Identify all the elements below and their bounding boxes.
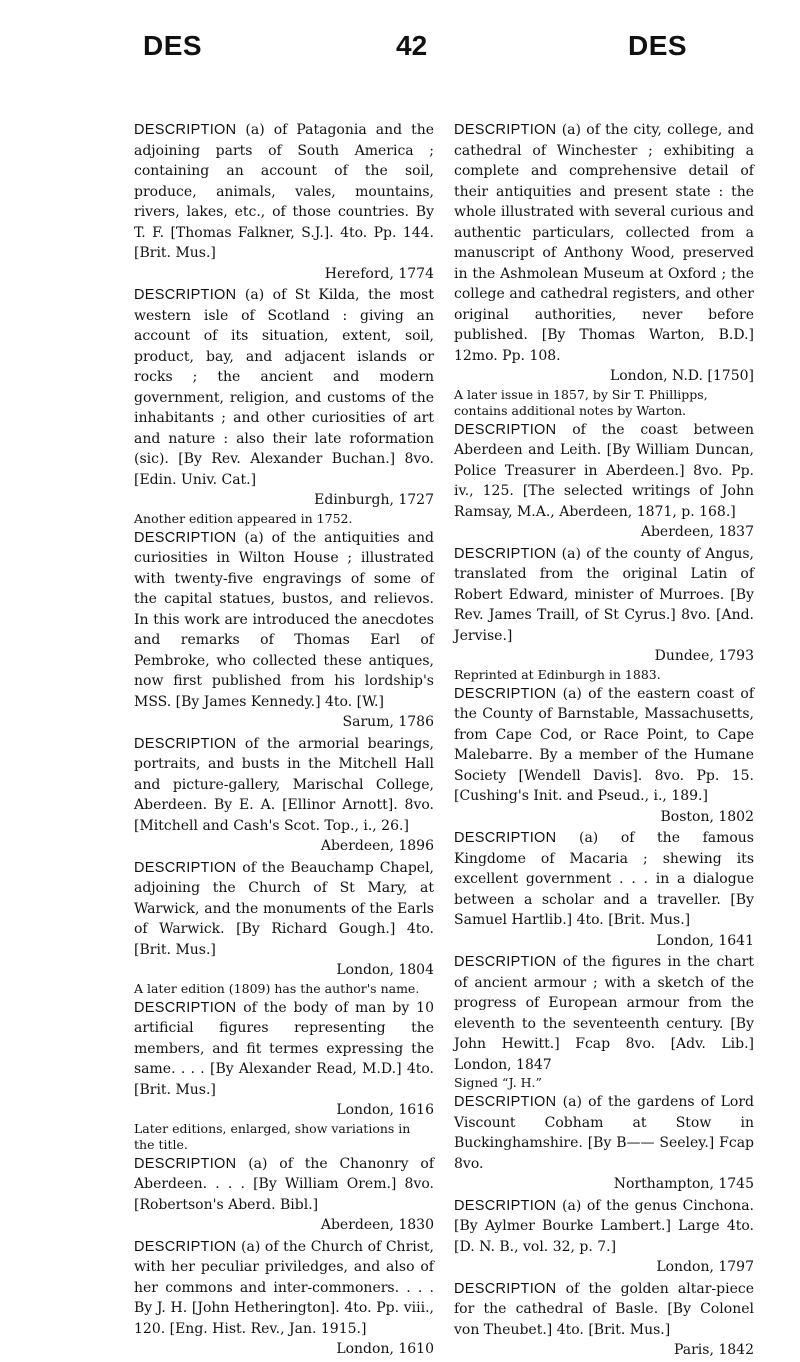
entry-imprint: Hereford, 1774: [324, 265, 434, 282]
entry-heading: DESCRIPTION: [134, 529, 237, 546]
entry-heading: DESCRIPTION: [134, 287, 237, 303]
entry-text: (a) of the county of Angus, translated from the original Latin of Robert Edward, minister of Murroes. [By Rev. James Traill, of St Cyrus.] 8vo. [And. Jervise.]: [454, 545, 754, 644]
entry-heading: DESCRIPTION: [134, 999, 237, 1016]
entry-heading: DESCRIPTION: [454, 122, 557, 138]
catalogue-entry: [134, 528, 434, 733]
entry-imprint: Paris, 1842: [673, 1342, 754, 1358]
entry-note: A later issue in 1857, by Sir T. Phillipps, contains additional notes by Warton.: [454, 386, 708, 418]
catalogue-entry: [134, 120, 434, 284]
entry-heading: DESCRIPTION: [134, 1238, 237, 1255]
entry-imprint: Boston, 1802: [660, 808, 754, 825]
entry-note: Later editions, enlarged, show variations in the title.: [134, 1120, 411, 1152]
entry-imprint: London, 1804: [336, 962, 434, 978]
right-column: [454, 120, 754, 1362]
entry-heading: DESCRIPTION: [454, 830, 557, 846]
entry-text: (a) of Patagonia and the adjoining parts of South America ; containing an account of the soil, produce, animals, vales, mountains, rivers, lakes, etc., of those countries. By T. F. [Thomas Falkner, S.J.]. 4to. Pp. 144. [Brit. Mus.]: [134, 122, 434, 261]
page-number: 42: [396, 30, 428, 61]
running-head-right: DES: [628, 30, 688, 61]
entry-note: A later edition (1809) has the author's name.: [134, 980, 420, 996]
entry-text: of the golden altar-piece for the cathedral of Basle. [By Colonel von Theubet.] 4to. [Brit. Mus.]: [454, 1280, 754, 1338]
entry-text: (a) of the city, college, and cathedral of Winchester ; exhibiting a complete and comprehensive detail of their antiquities and present state : the whole illustrated with several curious and authentic particulars, collected from a manuscript of Anthony Wood, preserved in the Ashmolean Museum at Oxford ; the college and cathedral registers, and other original authorities, never before published. [By Thomas Warton, B.D.] 12mo. Pp. 108.: [454, 122, 754, 364]
entry-imprint: Edinburgh, 1727: [314, 492, 434, 508]
catalogue-entry: [134, 285, 434, 527]
entry-text: (a) of the Church of Christ, with her peculiar priviledges, and also of her commons and inter-commoners. . . . By J. H. [John Hetherington]. 4to. Pp. viii., 120. [Eng. Hist. Rev., Jan. 1915.]: [134, 1238, 434, 1337]
entry-text: of the coast between Aberdeen and Leith. [By William Duncan, Police Treasurer in Aberdeen.] 8vo. Pp. iv., 125. [The selected writings of John Ramsay, M.A., Aberdeen, 1871, p. 168.]: [454, 421, 754, 520]
entry-note: Signed “J. H.”: [454, 1075, 542, 1090]
entry-text: (a) of the genus Cinchona. [By Aylmer Bourke Lambert.] Large 4to. [D. N. B., vol. 32, p. 7.]: [454, 1197, 754, 1255]
entry-heading: DESCRIPTION: [454, 545, 557, 562]
running-head: [0, 30, 800, 70]
entry-text: (a) of the gardens of Lord Viscount Cobham at Stow in Buckinghamshire. [By B—— Seeley.] Fcap 8vo.: [454, 1094, 754, 1172]
entry-imprint: London, 1797: [656, 1259, 754, 1275]
catalogue-entry: [454, 684, 754, 828]
entry-imprint: Northampton, 1745: [613, 1176, 754, 1192]
catalogue-entry: [134, 998, 434, 1153]
entry-heading: DESCRIPTION: [134, 1155, 237, 1172]
catalogue-entry: [454, 1092, 754, 1195]
entry-heading: DESCRIPTION: [454, 954, 557, 970]
entry-text: (a) of St Kilda, the most western isle of Scotland : giving an account of its situation, extent, soil, product, bay, and adjacent islands or rocks ; the ancient and modern government, religion, and customs of the inhabitants ; and other curiosities of art and nature : also their late roformation (sic). [By Rev. Alexander Buchan.] 8vo. [Edin. Univ. Cat.]: [134, 287, 434, 488]
entry-heading: DESCRIPTION: [454, 1280, 557, 1297]
catalogue-entry: [134, 1154, 434, 1236]
entry-text: of the body of man by 10 artificial figures representing the members, and fit termes expressing the same. . . . [By Alexander Read, M.D.] 4to. [Brit. Mus.]: [134, 999, 434, 1098]
catalogue-entry: [454, 828, 754, 951]
entry-imprint: London, 1616: [336, 1102, 434, 1118]
entry-text: (a) of the Chanonry of Aberdeen. . . . [By William Orem.] 8vo. [Robertson's Aberd. Bibl.]: [134, 1155, 434, 1213]
entry-heading: DESCRIPTION: [454, 421, 557, 438]
entry-imprint: Aberdeen, 1830: [320, 1217, 434, 1233]
running-head-left: DES: [143, 30, 203, 61]
left-column: [134, 120, 434, 1361]
entry-imprint: London, 1641: [656, 932, 754, 949]
entry-imprint: London, 1610: [336, 1341, 434, 1357]
entry-heading: DESCRIPTION: [134, 735, 237, 752]
catalogue-entry: [454, 420, 754, 543]
entry-imprint: Aberdeen, 1837: [640, 524, 754, 540]
entry-note: Reprinted at Edinburgh in 1883.: [454, 666, 661, 682]
entry-text: of the figures in the chart of ancient armour ; with a sketch of the progress of European armour from the eleventh to the seventeenth century. [By John Hewitt.] Fcap 8vo. [Adv. Lib.] London, 1847: [454, 954, 754, 1073]
catalogue-entry: [454, 952, 754, 1091]
catalogue-entry: [134, 1237, 434, 1360]
entry-imprint: Aberdeen, 1896: [320, 838, 434, 854]
entry-text: (a) of the famous Kingdome of Macaria ; shewing its excellent government . . . in a dialogue between a scholar and a traveller. [By Samuel Hartlib.] 4to. [Brit. Mus.]: [454, 830, 754, 928]
entry-note: Another edition appeared in 1752.: [134, 510, 353, 526]
catalogue-entry: [134, 734, 434, 857]
entry-heading: DESCRIPTION: [454, 1094, 557, 1110]
entry-heading: DESCRIPTION: [134, 122, 237, 138]
entry-text: (a) of the eastern coast of the County of Barnstable, Massachusetts, from Cape Cod, or Race Point, to Cape Malebarre. By a member of the Humane Society [Wendell Davis]. 8vo. Pp. 15. [Cushing's Init. and Pseud., i., 189.]: [454, 685, 754, 804]
entry-text: (a) of the antiquities and curiosities in Wilton House ; illustrated with twenty-five engravings of some of the capital statues, bustos, and relievos. In this work are introduced the anecdotes and remarks of Thomas Earl of Pembroke, who collected these antiques, now first published from his lordship's MSS. [By James Kennedy.] 4to. [W.]: [134, 529, 434, 710]
catalogue-entry: [454, 1196, 754, 1278]
catalogue-entry: [454, 544, 754, 683]
catalogue-entry: [454, 120, 754, 419]
catalogue-entry: [454, 1279, 754, 1361]
entry-heading: DESCRIPTION: [134, 859, 237, 876]
entry-imprint: Sarum, 1786: [342, 714, 434, 730]
entry-text: of the Beauchamp Chapel, adjoining the Church of St Mary, at Warwick, and the monuments of the Earls of Warwick. [By Richard Gough.] 4to. [Brit. Mus.]: [134, 859, 434, 958]
entry-imprint: London, N.D. [1750]: [609, 368, 754, 384]
entry-imprint: Dundee, 1793: [654, 648, 754, 664]
catalogue-entry: [134, 858, 434, 997]
entry-heading: DESCRIPTION: [454, 1197, 557, 1214]
entry-heading: DESCRIPTION: [454, 685, 557, 702]
entry-text: of the armorial bearings, portraits, and busts in the Mitchell Hall and picture-gallery, Marischal College, Aberdeen. By E. A. [Ellinor Arnott]. 8vo. [Mitchell and Cash's Scot. Top., i., 26.]: [134, 735, 434, 834]
